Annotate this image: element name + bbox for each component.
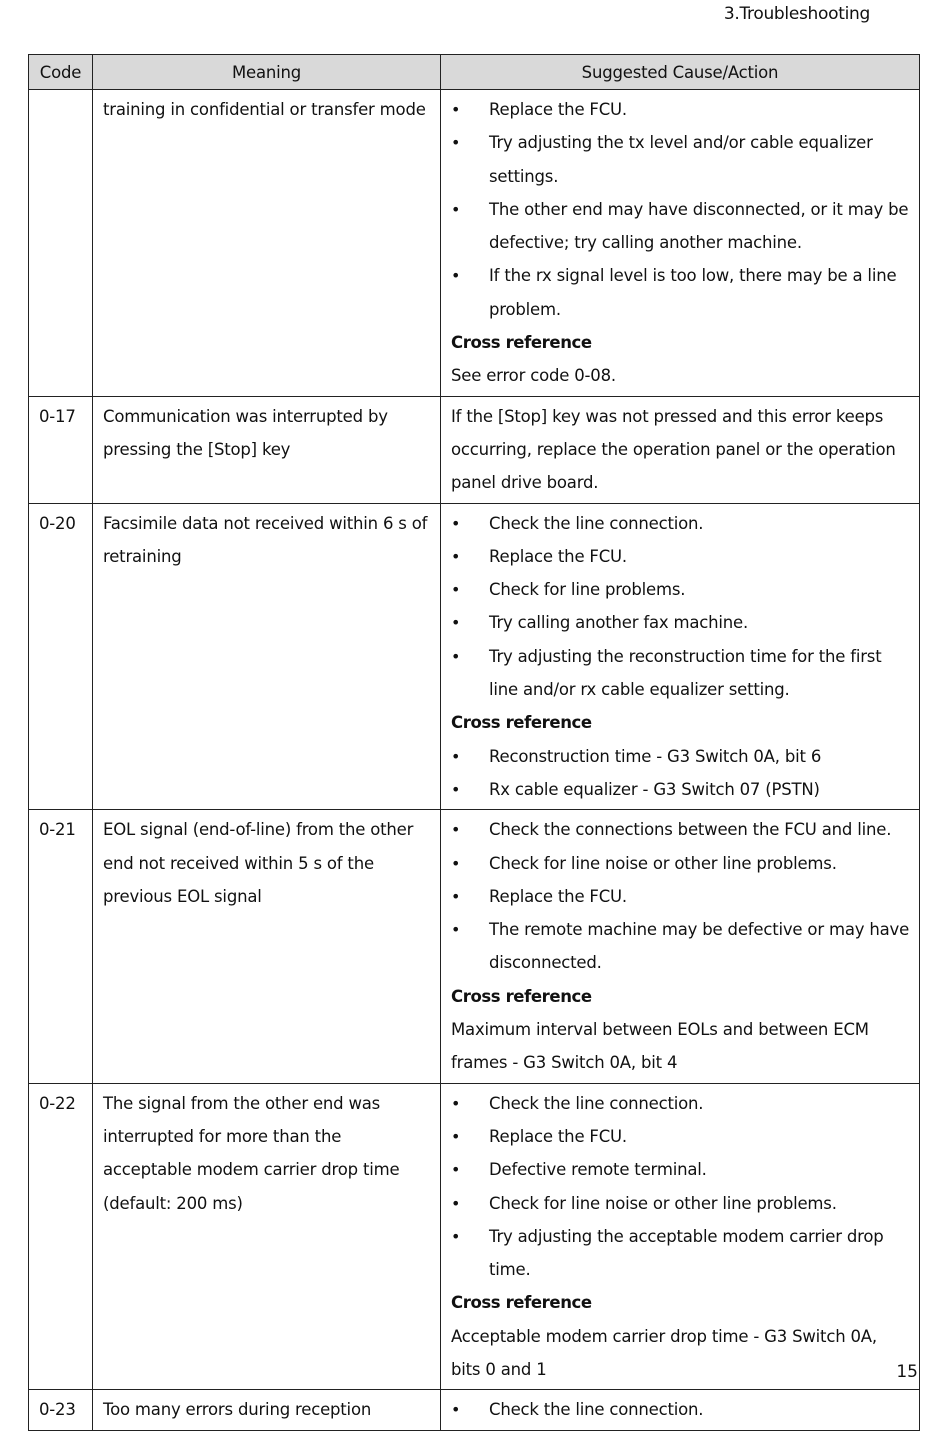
action-item: • Check for line noise or other line problems. [451,847,911,880]
suggested-action [441,1083,920,1390]
action-item: • Try calling another fax machine. [451,606,911,639]
cross-reference-text: See error code 0-08. [451,366,616,386]
cross-reference-label: Cross reference [451,713,592,733]
error-code: 0-20 [29,503,93,810]
column-header-code: Code [29,55,93,90]
action-item: • Check for line problems. [451,573,911,606]
column-header-meaning: Meaning [93,55,441,90]
error-code [29,90,93,397]
suggested-action [441,90,920,397]
error-code: 0-17 [29,396,93,503]
action-item: • Check the line connection. [451,1087,911,1120]
error-meaning: Facsimile data not received within 6 s of retraining [93,503,441,810]
page-section-header: 3.Troubleshooting [723,4,870,24]
cross-reference-list [451,740,911,807]
action-item: • Replace the FCU. [451,880,911,913]
action-item: • Replace the FCU. [451,1120,911,1153]
action-item: • Check the connections between the FCU and line. [451,813,911,846]
action-item: • Replace the FCU. [451,540,911,573]
cross-reference-item: • Reconstruction time - G3 Switch 0A, bit 6 [451,740,911,773]
cross-reference-label: Cross reference [451,986,592,1006]
action-item: • If the rx signal level is too low, there may be a line problem. [451,259,911,326]
error-code: 0-23 [29,1390,93,1430]
suggested-action: If the [Stop] key was not pressed and this error keeps occurring, replace the operation panel or the operation panel drive board. [441,396,920,503]
action-item: • The other end may have disconnected, or it may be defective; try calling another machine. [451,193,911,260]
action-item: • Defective remote terminal. [451,1153,911,1186]
error-meaning: The signal from the other end was interrupted for more than the acceptable modem carrier drop time (default: 200 ms) [93,1083,441,1390]
action-item: • Check for line noise or other line problems. [451,1187,911,1220]
action-item: • Try adjusting the reconstruction time for the first line and/or rx cable equalizer setting. [451,640,911,707]
cross-reference-item: • Rx cable equalizer - G3 Switch 07 (PSTN) [451,773,911,806]
column-header-action: Suggested Cause/Action [441,55,920,90]
action-list [451,1087,911,1287]
suggested-action [441,1390,920,1430]
table-header-row [29,55,920,90]
action-item: • The remote machine may be defective or may have disconnected. [451,913,911,980]
cross-reference-text: Maximum interval between EOLs and between ECM frames - G3 Switch 0A, bit 4 [451,1020,869,1073]
action-item: • Check the line connection. [451,507,911,540]
action-list [451,507,911,707]
action-list [451,813,911,979]
cross-reference-text: Acceptable modem carrier drop time - G3 Switch 0A, bits 0 and 1 [451,1326,877,1379]
table-row [29,810,920,1083]
table-row [29,1083,920,1390]
error-meaning: Communication was interrupted by pressing the [Stop] key [93,396,441,503]
action-list [451,93,911,326]
error-meaning: EOL signal (end-of-line) from the other end not received within 5 s of the previous EOL signal [93,810,441,1083]
action-item: • Check the line connection. [451,1393,911,1426]
troubleshooting-table [28,54,920,1431]
action-item: • Replace the FCU. [451,93,911,126]
error-code: 0-22 [29,1083,93,1390]
table-row [29,396,920,503]
table-row [29,1390,920,1430]
table-row [29,90,920,397]
suggested-action [441,810,920,1083]
action-item: • Try adjusting the acceptable modem carrier drop time. [451,1220,911,1287]
error-meaning: Too many errors during reception [93,1390,441,1430]
action-list [451,1393,911,1426]
table-row [29,503,920,810]
action-item: • Try adjusting the tx level and/or cable equalizer settings. [451,126,911,193]
cross-reference-label: Cross reference [451,333,592,353]
error-code: 0-21 [29,810,93,1083]
page-number: 15 [896,1362,918,1382]
error-meaning: training in confidential or transfer mode [93,90,441,397]
cross-reference-label: Cross reference [451,1293,592,1313]
suggested-action [441,503,920,810]
